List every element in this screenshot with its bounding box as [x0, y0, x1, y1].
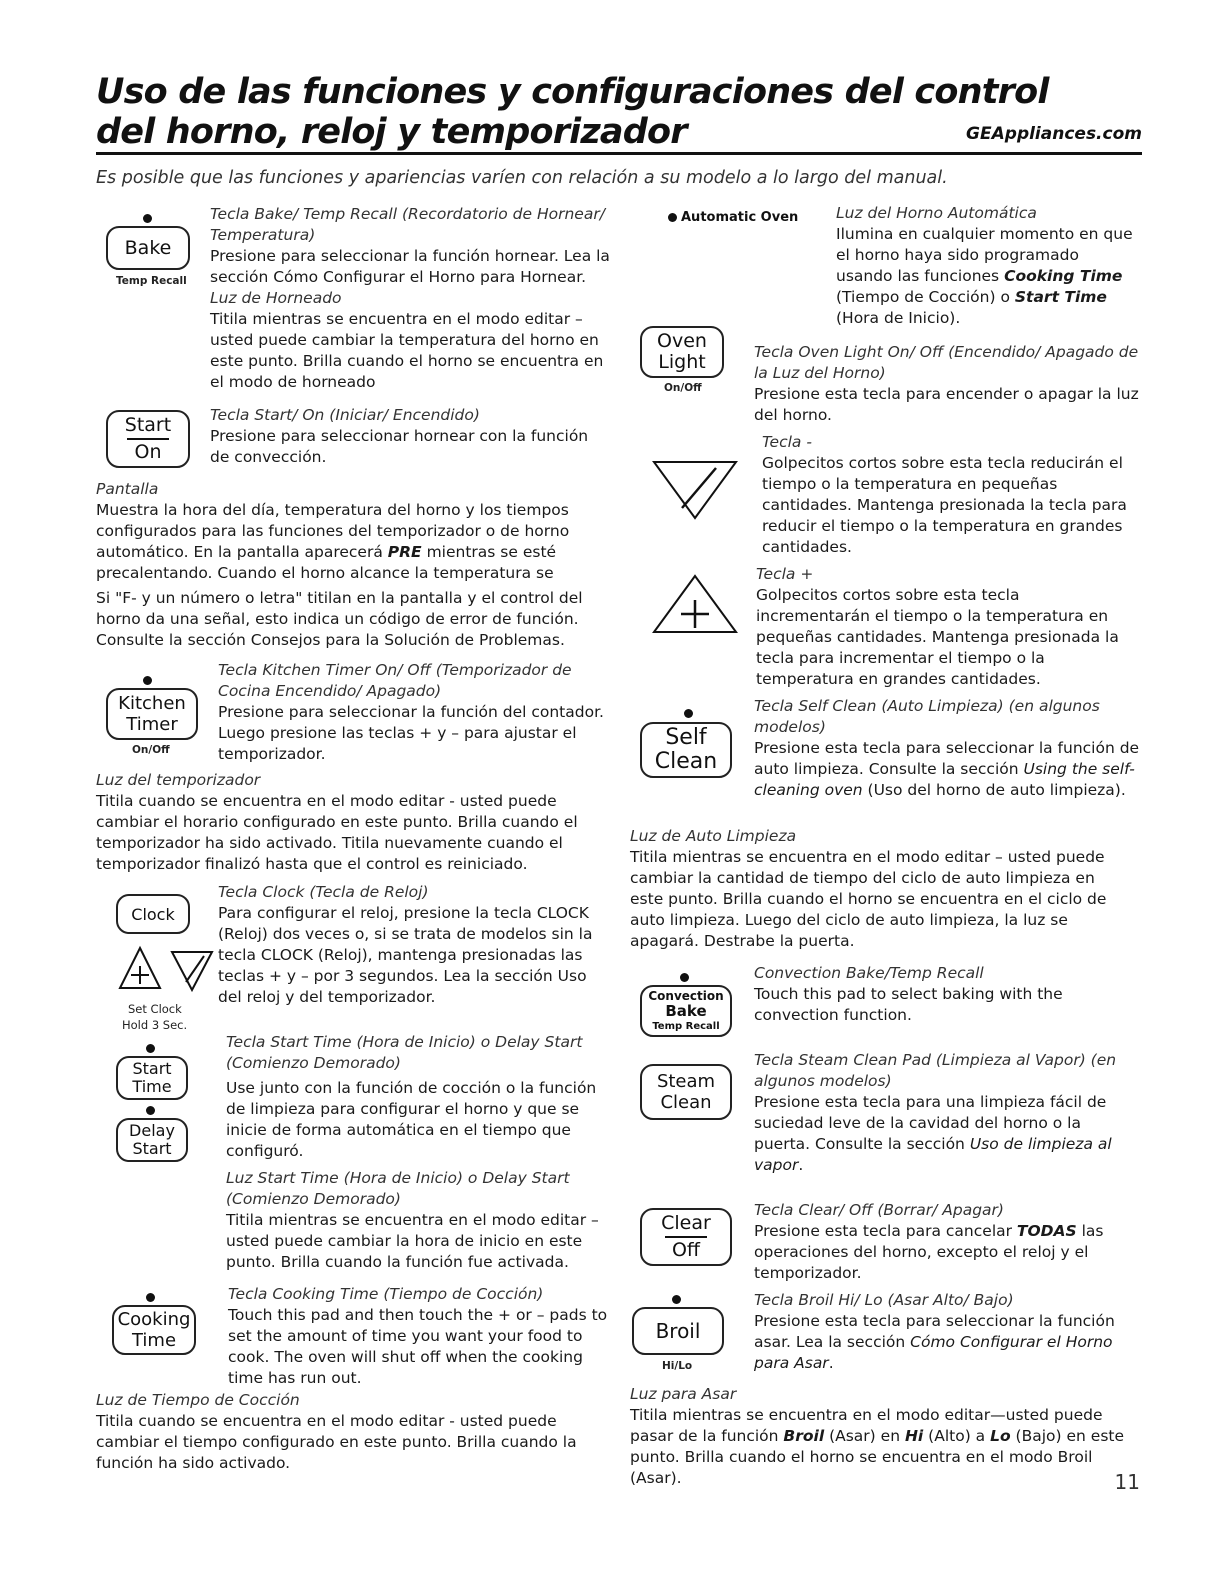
cooking-time-key[interactable]	[112, 1305, 196, 1355]
display-section: Pantalla Muestra la hora del día, temperatura del horno y los tiempos configurados para las funciones del temporizador o de horno automático. En la pantalla aparecerá PRE mientras se esté precalentando. Cuando el horno alcance la temperatura se Si "F- y un número o letra" titilan en la pantalla y el control del horno da una señal, esto indica un código de error de función. Consulte la sección Consejos para la Solución de Problemas.	[96, 480, 583, 649]
convection-description: Convection Bake/Temp Recall Touch this pad to select baking with the convection function.	[754, 964, 1063, 1024]
timer-light-section: Luz del temporizador Titila cuando se encuentra en el modo editar - usted puede cambiar el horario configurado en este punto. Brilla cuando el temporizador ha sido activado. Titila nuevamente cuando el temporizador finalizó hasta que el control es reiniciado.	[96, 771, 578, 873]
start-time-indicator-light	[146, 1044, 155, 1053]
start-time-key-l1: Start	[132, 1059, 172, 1078]
delay-start-key-l2: Start	[132, 1139, 172, 1158]
self-key-label: Self	[665, 725, 707, 750]
kitchen-key-label: Kitchen	[118, 693, 186, 714]
automatic-oven-description: Luz del Horno Automática Ilumina en cualquier momento en que el horno haya sido programado usando las funciones Cooking Time (Tiempo de Cocción) o Start Time (Hora de Inicio).	[836, 204, 1133, 327]
cooking-key-l1: Cooking	[117, 1309, 191, 1330]
start-key-description: Tecla Start/ On (Iniciar/ Encendido) Presione para seleccionar hornear con la función de convección.	[210, 406, 589, 466]
timer-indicator-light	[143, 676, 152, 685]
broil-light-section: Luz para Asar Titila mientras se encuentra en el modo editar—usted puede pasar de la función Broil (Asar) en Hi (Alto) a Lo (Bajo) en este punto. Brilla cuando el horno se encuentra en el modo Broil (Asar).	[630, 1385, 1125, 1487]
bake-key-description: Tecla Bake/ Temp Recall (Recordatorio de Hornear/ Temperatura) Presione para seleccionar la función hornear. Lea la sección Cómo Configurar el Horno para Hornear. Luz de Horneado Titila mientras se encuentra en el modo editar – usted puede cambiar la temperatura del horno en este punto. Brilla cuando el horno se encuentra en el modo de horneado	[210, 205, 610, 391]
start-time-description: Tecla Start Time (Hora de Inicio) o Delay Start (Comienzo Demorado) Use junto con la función de cocción o la función de limpieza para configurar el horno y que se inicie de forma automática en el tiempo que configuró. Luz Start Time (Hora de Inicio) o Delay Start (Comienzo Demorado) Titila mientras se encuentra en el modo editar – usted puede cambiar la hora de inicio en este punto. Brilla cuando la función fue activada.	[226, 1033, 599, 1271]
plus-icon	[131, 966, 149, 984]
subtitle: Es posible que las funciones y apariencias varíen con relación a su modelo a lo largo del manual.	[96, 168, 948, 188]
self-clean-description: Tecla Self Clean (Auto Limpieza) (en algunos modelos) Presione esta tecla para seleccionar la función de auto limpieza. Consulte la sección Using the self-cleaning oven (Uso del horno de auto limpieza).	[754, 697, 1140, 799]
self-clean-light-section: Luz de Auto Limpieza Titila mientras se encuentra en el modo editar – usted puede cambiar la cantidad de tiempo del ciclo de auto limpieza en este punto. Brilla cuando el horno se encuentra en el ciclo de auto limpieza. Luego del ciclo de auto limpieza, la luz se apagará. Destrabe la puerta.	[630, 827, 1107, 950]
delay-start-key-l1: Delay	[129, 1121, 175, 1140]
self-clean-key[interactable]	[640, 722, 732, 778]
cooking-time-indicator-light	[146, 1293, 155, 1302]
bake-key-sublabel: Temp Recall	[116, 275, 187, 287]
steam-clean-key-label: Clean	[660, 1092, 712, 1113]
convection-bake-key[interactable]	[640, 985, 732, 1037]
oven-light-sublabel: On/Off	[664, 382, 702, 394]
cooking-key-l2: Time	[131, 1330, 177, 1351]
bake-key-label: Bake	[124, 236, 172, 259]
clock-plus-key[interactable]	[116, 944, 164, 996]
bake-key[interactable]	[106, 226, 190, 270]
broil-key-sublabel: Hi/Lo	[662, 1360, 693, 1372]
clean-key-label: Clean	[654, 749, 718, 774]
convection-indicator-light	[680, 973, 689, 982]
light-key-label: Light	[658, 351, 706, 373]
clock-description: Tecla Clock (Tecla de Reloj) Para configurar el reloj, presione la tecla CLOCK (Reloj) dos veces o, si se trata de modelos sin la tecla CLOCK (Reloj), mantenga presionadas las teclas + y – por 3 segundos. Lea la sección Uso del reloj y del temporizador.	[218, 883, 593, 1006]
start-time-key-l2: Time	[132, 1077, 172, 1096]
broil-key-label: Broil	[655, 1318, 701, 1343]
oven-light-description: Tecla Oven Light On/ Off (Encendido/ Apagado de la Luz del Horno) Presione esta tecla para encender o apagar la luz del horno.	[754, 343, 1139, 424]
automatic-oven-indicator-light	[668, 213, 677, 222]
plus-key-description: Tecla + Golpecitos cortos sobre esta tecla incrementarán el tiempo o la temperatura en pequeñas cantidades. Mantenga presionada la tecla para incrementar el tiempo o la temperatura en grandes cantidades.	[756, 565, 1119, 688]
self-clean-indicator-light	[684, 709, 693, 718]
oven-light-key[interactable]	[640, 326, 724, 378]
minus-key[interactable]	[650, 452, 740, 524]
broil-indicator-light	[672, 1295, 681, 1304]
kitchen-timer-description: Tecla Kitchen Timer On/ Off (Temporizador de Cocina Encendido/ Apagado) Presione para seleccionar la función del contador. Luego presione las teclas + y – para ajustar el temporizador.	[218, 661, 604, 763]
clear-off-description: Tecla Clear/ Off (Borrar/ Apagar) Presione esta tecla para cancelar TODAS las operaciones del horno, excepto el reloj y el temporizador.	[754, 1201, 1104, 1282]
clock-key[interactable]	[116, 894, 190, 934]
start-time-key[interactable]	[116, 1056, 188, 1100]
set-clock-label: Set Clock	[128, 1002, 182, 1016]
start-on-key[interactable]	[106, 410, 190, 468]
minus-icon	[682, 468, 716, 508]
off-key-label: Off	[671, 1239, 701, 1261]
convection-key-l2: Bake	[665, 1001, 707, 1020]
broil-description: Tecla Broil Hi/ Lo (Asar Alto/ Bajo) Presione esta tecla para seleccionar la función asar. Lea la sección Cómo Configurar el Horno para Asar.	[754, 1291, 1115, 1372]
kitchen-timer-sublabel: On/Off	[132, 744, 170, 756]
clear-key-divider	[665, 1236, 707, 1238]
steam-clean-key[interactable]	[640, 1064, 732, 1120]
timer-key-label: Timer	[126, 714, 178, 735]
convection-key-l3: Temp Recall	[652, 1020, 720, 1032]
clock-key-label: Clock	[131, 904, 175, 924]
delay-start-indicator-light	[146, 1106, 155, 1115]
delay-start-key[interactable]	[116, 1118, 188, 1162]
kitchen-timer-key[interactable]	[106, 688, 198, 740]
start-key-label: Start	[124, 414, 172, 436]
website-url[interactable]: GEAppliances.com	[966, 124, 1142, 144]
hold-3-sec-label: Hold 3 Sec.	[122, 1018, 188, 1032]
plus-key[interactable]	[650, 570, 740, 642]
broil-key[interactable]	[632, 1307, 724, 1355]
page-number: 11	[1114, 1470, 1140, 1494]
oven-key-label: Oven	[657, 330, 707, 352]
cooking-time-description: Tecla Cooking Time (Tiempo de Cocción) Touch this pad and then touch the + or – pads to set the amount of time you want your food to cook. The oven will shut off when the cooking time has run out.	[228, 1285, 608, 1387]
bake-indicator-light	[143, 214, 152, 223]
clear-off-key[interactable]	[640, 1208, 732, 1266]
minus-triangle-icon	[172, 952, 212, 990]
steam-key-label: Steam	[656, 1071, 716, 1092]
cooking-light-section: Luz de Tiempo de Cocción Titila cuando se encuentra en el modo editar - usted puede cambiar el tiempo configurado en este punto. Brilla cuando la función ha sido activado.	[96, 1391, 577, 1472]
plus-icon	[681, 600, 709, 628]
title-rule	[96, 152, 1142, 155]
clear-key-label: Clear	[661, 1212, 711, 1234]
minus-icon	[186, 956, 204, 982]
steam-clean-description: Tecla Steam Clean Pad (Limpieza al Vapor) (en algunos modelos) Presione esta tecla para una limpieza fácil de suciedad leve de la cavidad del horno o la puerta. Consulte la sección Uso de limpieza al vapor.	[754, 1051, 1117, 1174]
clock-minus-key[interactable]	[168, 944, 216, 996]
minus-triangle-icon	[654, 462, 736, 518]
convection-key-l1: Convection	[648, 988, 724, 1003]
on-key-label: On	[134, 441, 162, 463]
start-key-divider	[127, 438, 169, 440]
automatic-oven-label: Automatic Oven	[681, 210, 799, 225]
minus-key-description: Tecla - Golpecitos cortos sobre esta tecla reducirán el tiempo o la temperatura en pequeñas cantidades. Mantenga presionada la tecla para reducir el tiempo o la temperatura en grandes cantidades.	[762, 433, 1127, 556]
page-title: Uso de las funciones y configuraciones del control del horno, reloj y temporizador	[96, 72, 1049, 152]
